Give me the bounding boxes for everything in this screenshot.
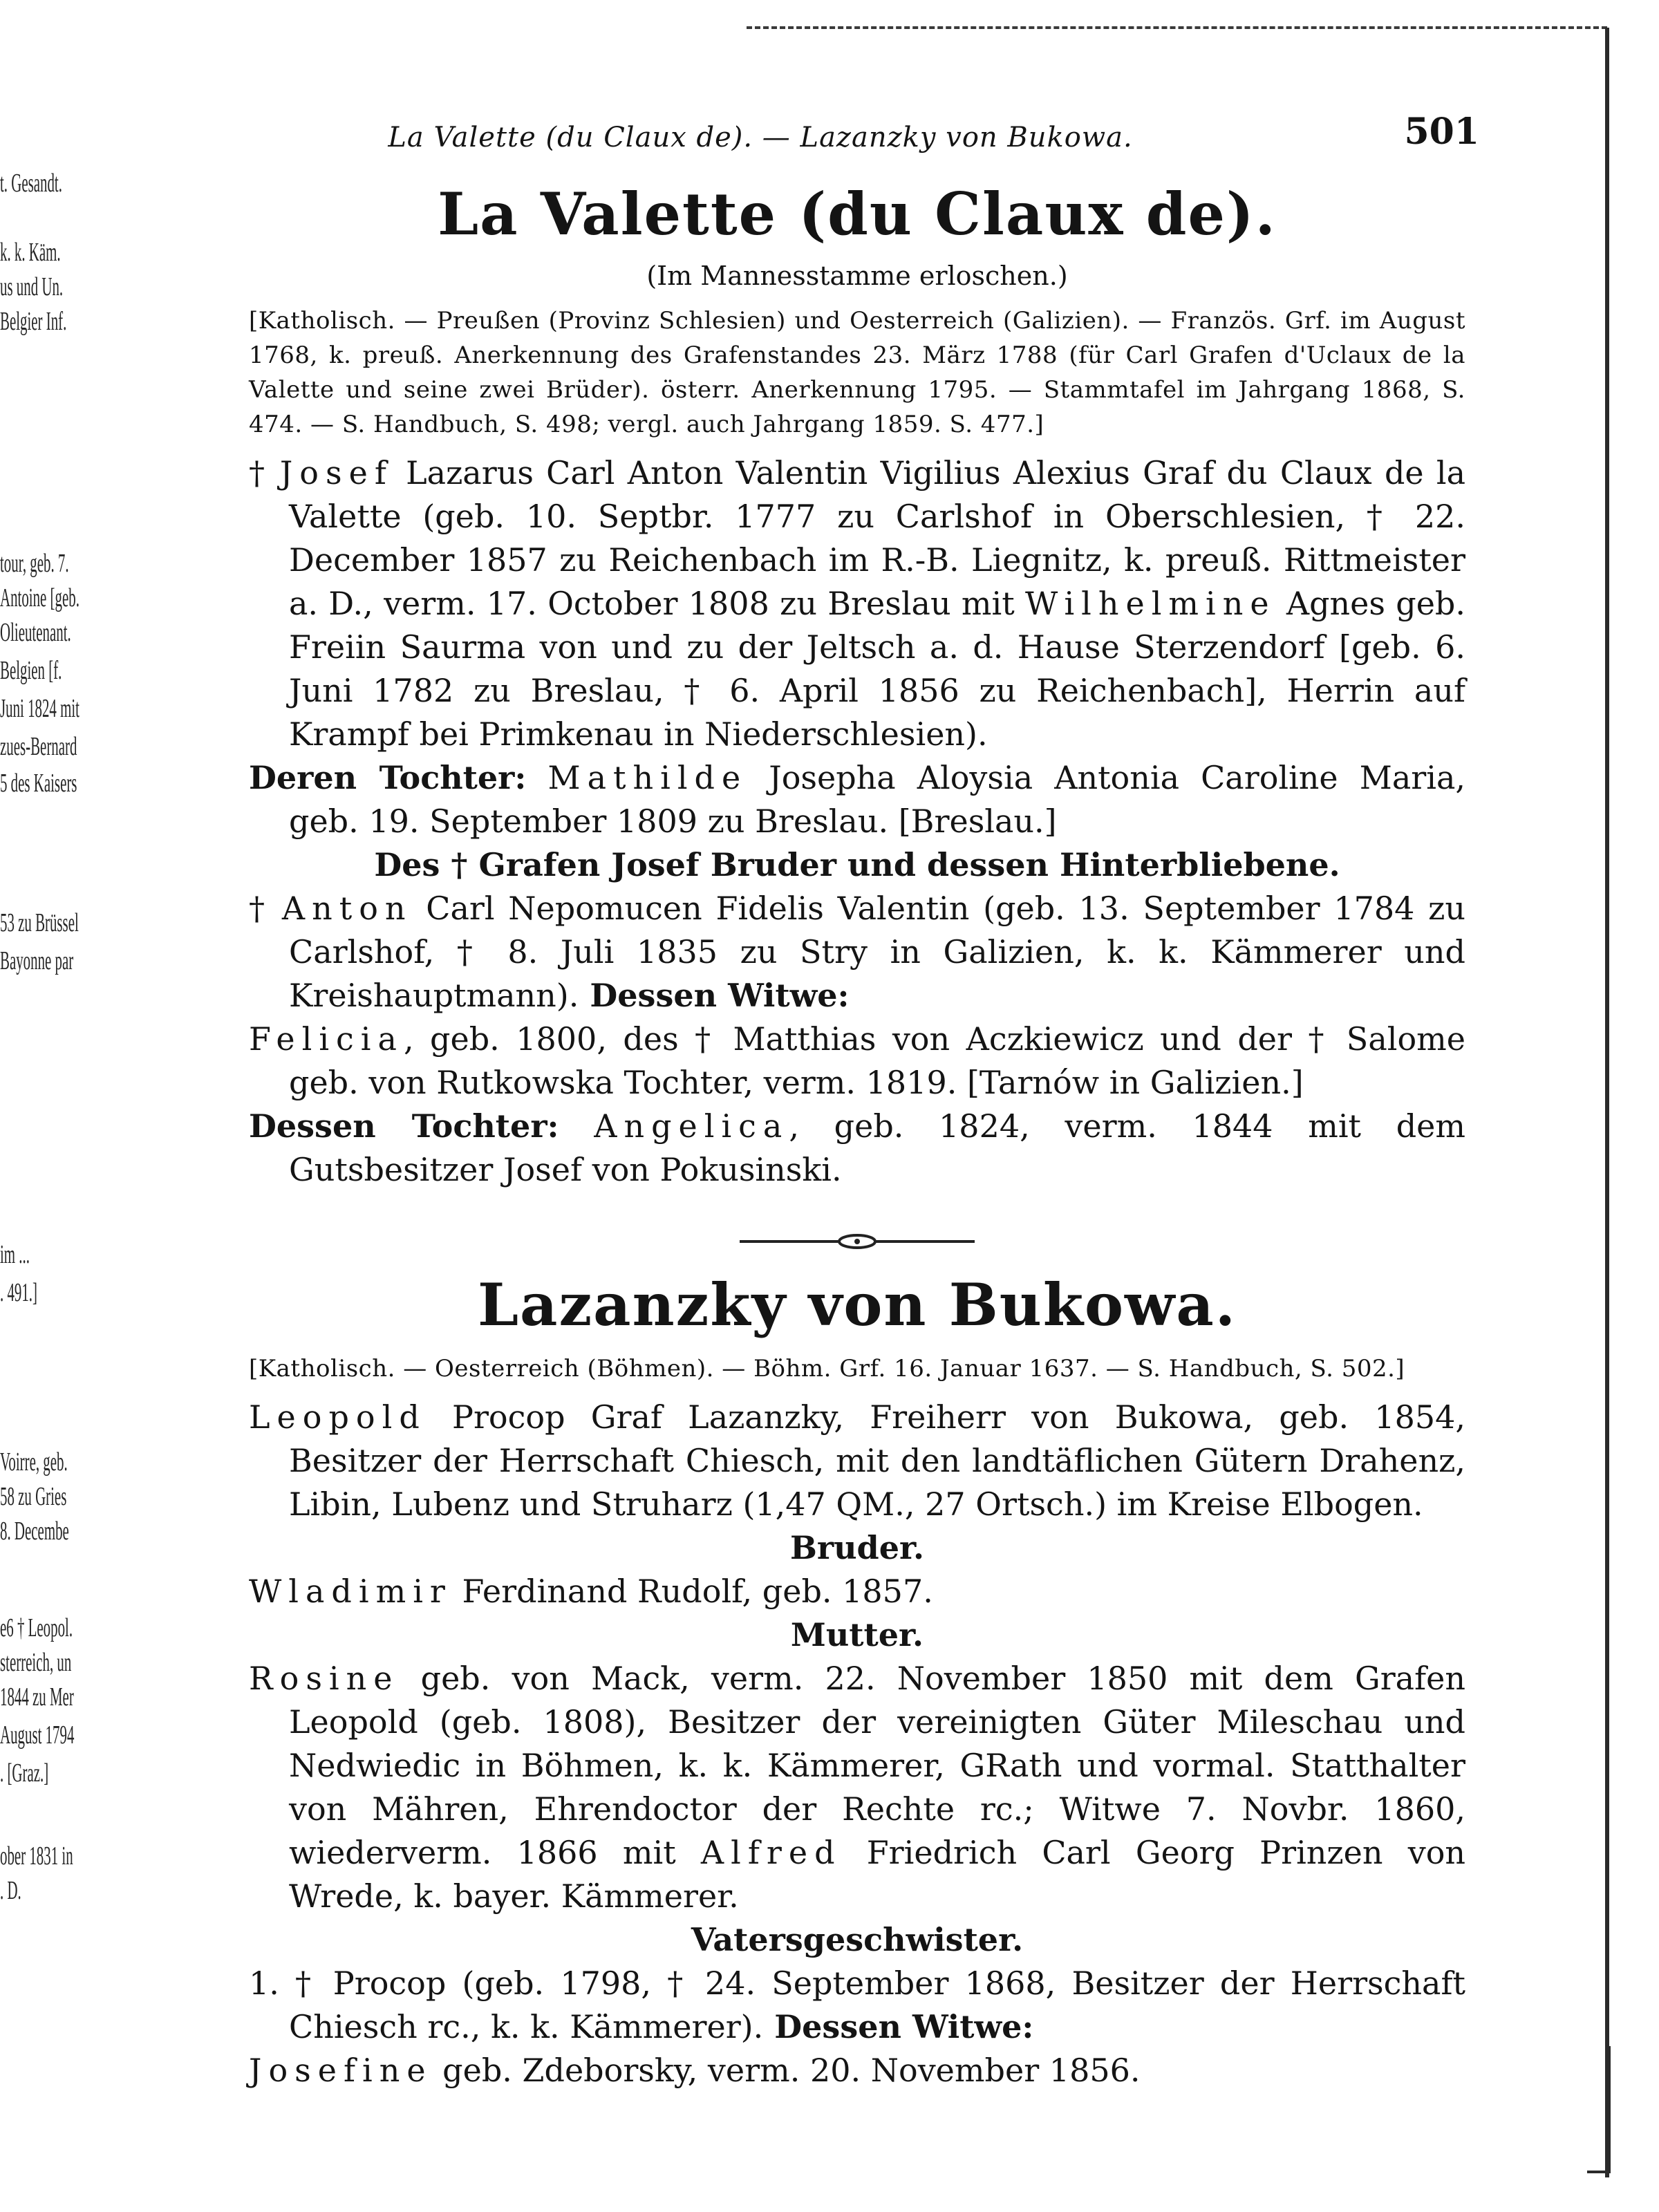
family-title-lazanzky: Lazanzky von Bukowa.: [477, 1271, 1237, 1339]
page-edge-top: [747, 26, 1607, 32]
ornament-divider: [740, 1233, 975, 1250]
margin-fragment: k. k. Käm.: [0, 238, 61, 267]
entry-text: Procop Graf Lazanzky, Freiherr von Bukowa, geb. 1854, Besitzer der Herrschaft Chiesch, mit den landtäflichen Gütern Drahenz, Libin, Lubenz und Struharz (1,47 QM., 27 Ortsch.) im Kreise Elbogen.: [289, 1398, 1465, 1523]
margin-fragment: 53 zu Brüssel: [0, 908, 79, 937]
family-info: [Katholisch. — Oesterreich (Böhmen). — Böhm. Grf. 16. Januar 1637. — S. Handbuch, S. 502.]: [249, 1355, 1405, 1382]
death-mark: †: [249, 454, 280, 491]
entry-daughter-angelica: [249, 1105, 1465, 1192]
left-margin-bleed: [0, 0, 124, 2212]
entry-daughter-mathilde: [249, 756, 1465, 843]
entry-text: Lazarus Carl Anton Valentin Vigilius Alexius Graf du Claux de la Valette (geb. 10. Septbr. 1777 zu Carlshof in Oberschlesien, † 22. December 1857 zu Reichenbach im R.-B. Liegnitz, k. preuß. Rittmeister a. D., verm. 17. October 1808 zu Breslau mit: [289, 454, 1466, 622]
section-heading-bruder: Bruder.: [789, 1529, 925, 1566]
entry-leopold: [249, 1396, 1465, 1526]
family-info: [Katholisch. — Preußen (Provinz Schlesien) und Oesterreich (Galizien). — Französ. Grf. im August 1768, k. preuß. Anerkennung des Grafenstandes 23. März 1788 (für Carl Grafen d'Uclaux de la Valette und seine zwei Brüder). österr. Anerkennung 1795. — Stammtafel im Jahrgang 1868, S. 474. — S. Handbuch, S. 498; vergl. auch Jahrgang 1859. S. 477.]: [249, 307, 1465, 438]
relation-label: Dessen Witwe:: [763, 2008, 1034, 2045]
entry-text: Agnes geb. Freiin Saurma von und zu der Jeltsch a. d. Hause Sterzendorf [geb. 6. Juni 1782 zu Breslau, † 6. April 1856 zu Reichenbach], Herrin auf Krampf bei Primkenau in Niederschlesien).: [289, 585, 1465, 753]
margin-fragment: Antoine [geb.: [0, 583, 79, 612]
margin-fragment: zues-Bernard: [0, 732, 77, 761]
margin-fragment: Juni 1824 mit: [0, 694, 79, 723]
entry-text: (geb. 1798, † 24. September 1868, Besitzer der Herrschaft Chiesch rc., k. k. Kämmerer).: [289, 1965, 1465, 2045]
entry-josef: [249, 451, 1465, 756]
entry-wladimir: [249, 1570, 1465, 1613]
margin-fragment: Olieutenant.: [0, 618, 71, 647]
person-name: Angelica: [594, 1107, 789, 1145]
margin-fragment: . [Graz.]: [0, 1759, 49, 1788]
relation-label: Dessen Tochter:: [249, 1107, 559, 1145]
entry-felicia: [249, 1018, 1465, 1105]
entry-text: Josepha Aloysia Antonia Caroline Maria, geb. 19. September 1809 zu Breslau. [Breslau.]: [289, 759, 1466, 840]
entry-anton: [249, 887, 1465, 1018]
person-name: Rosine: [249, 1660, 400, 1697]
page-edge-right: [1605, 28, 1609, 2177]
family-subtitle: (Im Mannesstamme erloschen.): [646, 261, 1068, 291]
person-name: Josef: [279, 454, 393, 491]
margin-fragment: . D.: [0, 1876, 21, 1905]
death-mark: †: [249, 890, 282, 927]
person-name: Wladimir: [249, 1573, 452, 1610]
margin-fragment: 5 des Kaisers: [0, 769, 77, 798]
entry-josefine: [249, 2049, 1465, 2092]
entry-number: 1. †: [249, 1965, 333, 2002]
margin-fragment: e6 † Leopol.: [0, 1613, 73, 1642]
margin-fragment: im ...: [0, 1240, 30, 1269]
entry-text: Carl Nepomucen Fidelis Valentin (geb. 13. September 1784 zu Carlshof, † 8. Juli 1835 zu Stry in Galizien, k. k. Kämmerer und Kreishauptmann).: [289, 890, 1465, 1014]
running-title: La Valette (du Claux de). — Lazanzky von Bukowa.: [388, 122, 1133, 153]
entry-text: , geb. 1824, verm. 1844 mit dem Gutsbesitzer Josef von Pokusinski.: [289, 1107, 1465, 1188]
spouse-name: Alfred: [700, 1834, 842, 1871]
section-heading-vatersgeschwister: Vatersgeschwister.: [691, 1921, 1024, 1958]
entry-rosine: [249, 1657, 1465, 1918]
page-content: [249, 111, 1479, 2092]
person-name: Procop: [332, 1965, 447, 2002]
person-name: Felicia: [249, 1020, 404, 1058]
person-name: Anton: [281, 890, 413, 927]
section-heading-mutter: Mutter.: [790, 1616, 924, 1653]
margin-fragment: tour, geb. 7.: [0, 549, 69, 578]
margin-fragment: Belgier Inf.: [0, 307, 67, 336]
relation-label: Dessen Witwe:: [579, 977, 850, 1014]
margin-fragment: sterreich, un: [0, 1648, 72, 1677]
page-edge-corner: [1587, 2046, 1611, 2173]
margin-fragment: us und Un.: [0, 272, 64, 301]
margin-fragment: t. Gesandt.: [0, 169, 62, 198]
running-header: [249, 111, 1479, 166]
margin-fragment: August 1794: [0, 1721, 75, 1750]
entry-text: geb. Zdeborsky, verm. 20. November 1856.: [432, 2052, 1141, 2089]
relation-label: Deren Tochter:: [249, 759, 527, 796]
family-title-la-valette: La Valette (du Claux de).: [438, 180, 1277, 248]
spouse-name: Wilhelmine: [1024, 585, 1276, 622]
margin-fragment: 1844 zu Mer: [0, 1683, 74, 1712]
margin-fragment: 58 zu Gries: [0, 1482, 67, 1511]
margin-fragment: Belgien [f.: [0, 656, 62, 685]
margin-fragment: 8. Decembe: [0, 1517, 69, 1546]
person-name: Josefine: [249, 2052, 433, 2089]
page-number: 501: [1404, 111, 1479, 153]
entry-text: Friedrich Carl Georg Prinzen von Wrede, k. bayer. Kämmerer.: [289, 1834, 1466, 1915]
margin-fragment: . 491.]: [0, 1278, 37, 1307]
margin-fragment: Voirre, geb.: [0, 1447, 68, 1477]
section-heading-brother: Des † Grafen Josef Bruder und dessen Hinterbliebene.: [374, 846, 1340, 883]
entry-procop: [249, 1962, 1465, 2049]
entry-text: Ferdinand Rudolf, geb. 1857.: [451, 1573, 933, 1610]
person-name: Leopold: [249, 1398, 427, 1436]
margin-fragment: Bayonne par: [0, 946, 74, 975]
person-name: Mathilde: [547, 759, 748, 796]
entry-text: , geb. 1800, des † Matthias von Aczkiewicz und der † Salome geb. von Rutkowska Tochter, verm. 1819. [Tarnów in Galizien.]: [289, 1020, 1465, 1101]
entry-text: geb. von Mack, verm. 22. November 1850 mit dem Grafen Leopold (geb. 1808), Besitzer der vereinigten Güter Mileschau und Nedwiedic in Böhmen, k. k. Kämmerer, GRath und vormal. Statthalter von Mähren, Ehrendoctor der Rechte rc.; Witwe 7. Novbr. 1860, wiederverm. 1866 mit: [289, 1660, 1465, 1871]
margin-fragment: ober 1831 in: [0, 1841, 73, 1871]
